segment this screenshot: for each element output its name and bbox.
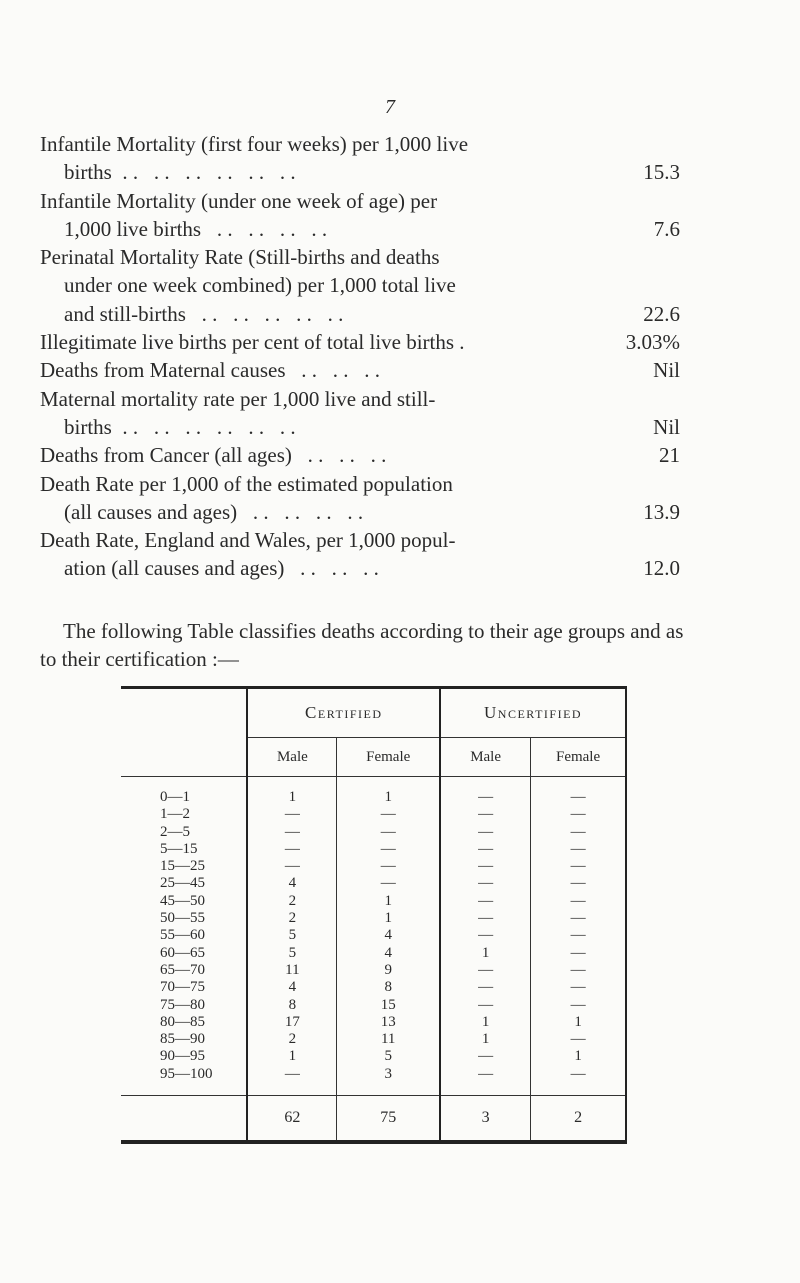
age-group-cell: 65—70: [121, 962, 247, 979]
certified-female-cell: —: [337, 841, 440, 858]
statistic-row: [40, 130, 680, 187]
statistic-label-line: Deaths from Maternal causes . . . . . .: [40, 358, 380, 383]
uncertified-female-cell: —: [531, 997, 626, 1014]
statistic-label: [40, 187, 620, 244]
certified-female-cell: —: [337, 875, 440, 892]
table-row: [121, 1048, 626, 1065]
uncertified-male-cell: 1: [440, 1031, 531, 1048]
table-row: [121, 841, 626, 858]
certified-female-cell: 1: [337, 910, 440, 927]
statistic-row: [40, 328, 680, 356]
age-group-cell: 15—25: [121, 858, 247, 875]
uncertified-female-cell: —: [531, 858, 626, 875]
statistic-label-line: Perinatal Mortality Rate (Still-births and deaths: [40, 245, 440, 270]
certified-female-cell: 4: [337, 927, 440, 944]
uncertified-male-cell: —: [440, 979, 531, 996]
certified-male-cell: 5: [288, 944, 297, 961]
age-group-header: [121, 688, 247, 738]
certified-female-cell: 5: [337, 1048, 440, 1065]
certified-male-cell: 8: [288, 996, 297, 1013]
table-row: [121, 1066, 626, 1083]
certified-male-header: Male: [247, 738, 336, 777]
uncertified-male-cell: —: [440, 893, 531, 910]
table-row: [121, 1014, 626, 1031]
age-group-cell: 25—45: [121, 875, 247, 892]
certified-female-cell: 1: [337, 789, 440, 806]
certified-male-cell: 2: [288, 910, 297, 927]
uncertified-female-cell: —: [531, 910, 626, 927]
uncertified-male-cell: —: [440, 962, 531, 979]
statistic-label-line: under one week combined) per 1,000 total live: [64, 273, 456, 298]
statistic-label: [40, 243, 620, 328]
statistic-value: 21: [659, 443, 680, 468]
certified-female-cell: 1: [337, 893, 440, 910]
table-row: [121, 979, 626, 996]
table-row: [121, 893, 626, 910]
statistic-label-line: 1,000 live births . . . . . . . .: [64, 216, 328, 241]
certified-header: Certified: [305, 703, 383, 722]
certified-male-cell: 5: [288, 927, 297, 944]
table-row: [121, 1031, 626, 1048]
certification-table: [121, 686, 627, 1144]
age-group-cell: 2—5: [121, 824, 247, 841]
uncertified-female-cell: —: [531, 824, 626, 841]
statistic-value: 3.03%: [625, 330, 680, 355]
statistic-row: [40, 243, 680, 328]
statistic-label-line: Maternal mortality rate per 1,000 live and still-: [40, 386, 436, 411]
statistic-value: 13.9: [643, 499, 680, 524]
statistic-label: [40, 441, 620, 469]
statistic-label-line: Infantile Mortality (under one week of age) per: [40, 188, 438, 213]
uncertified-male-cell: —: [440, 875, 531, 892]
statistic-label-line: Death Rate per 1,000 of the estimated population: [40, 471, 453, 496]
uncertified-male-cell: —: [440, 806, 531, 823]
statistic-label: [40, 130, 620, 187]
age-group-cell: 50—55: [121, 910, 247, 927]
table-row: [121, 927, 626, 944]
certified-female-cell: 11: [337, 1031, 440, 1048]
uncertified-female-header: Female: [531, 738, 626, 777]
age-group-cell: 90—95: [121, 1048, 247, 1065]
statistic-label-line: and still-births . . . . . . . . . .: [64, 301, 344, 326]
table-intro: The following Table classifies deaths according to their age groups and as to their certification :—: [40, 619, 684, 671]
certified-male-cell: —: [284, 806, 300, 823]
certified-male-cell: —: [284, 840, 300, 857]
certified-female-cell: —: [337, 858, 440, 875]
certified-male-cell: —: [284, 823, 300, 840]
uncertified-female-cell: 1: [531, 1048, 626, 1065]
statistic-row: [40, 526, 680, 583]
totals-row: [121, 1096, 626, 1143]
statistic-label: [40, 356, 620, 384]
certified-female-cell: 8: [337, 979, 440, 996]
uncertified-female-cell: —: [531, 979, 626, 996]
table-row: [121, 824, 626, 841]
age-group-cell: 5—15: [121, 841, 247, 858]
uncertified-male-cell: —: [440, 824, 531, 841]
uncertified-header: Uncertified: [440, 688, 626, 738]
uncertified-female-cell: —: [531, 1031, 626, 1048]
certified-male-cell: 1: [288, 1048, 297, 1065]
statistic-row: [40, 187, 680, 244]
certified-female-cell: 13: [337, 1014, 440, 1031]
uncertified-female-cell: —: [531, 1066, 626, 1083]
statistic-label: [40, 526, 620, 583]
certified-male-cell: 2: [288, 892, 297, 909]
uncertified-male-cell: —: [440, 927, 531, 944]
statistic-label-line: births . . . . . . . . . . . .: [64, 160, 296, 185]
statistic-value: 15.3: [643, 160, 680, 185]
certified-male-cell: —: [284, 858, 300, 875]
uncertified-male-cell: —: [440, 841, 531, 858]
certified-female-cell: —: [337, 824, 440, 841]
table-row: [121, 806, 626, 823]
age-group-cell: 45—50: [121, 893, 247, 910]
certified-female-cell: 3: [337, 1066, 440, 1083]
uncertified-female-cell: —: [531, 927, 626, 944]
total-certified-female: 75: [337, 1096, 440, 1143]
statistic-row: [40, 441, 680, 469]
certified-male-cell: —: [284, 1065, 300, 1082]
age-group-cell: 95—100: [121, 1066, 247, 1083]
certified-male-cell: 11: [285, 961, 300, 978]
uncertified-female-cell: —: [531, 893, 626, 910]
uncertified-male-cell: —: [440, 1048, 531, 1065]
age-group-cell: 60—65: [121, 945, 247, 962]
certified-female-header: Female: [337, 738, 440, 777]
statistic-row: [40, 385, 680, 442]
statistic-value: 7.6: [653, 216, 680, 241]
statistic-value: Nil: [653, 414, 680, 439]
total-uncertified-male: 3: [440, 1096, 531, 1143]
statistic-label-line: Infantile Mortality (first four weeks) per 1,000 live: [40, 132, 469, 156]
certified-female-cell: —: [337, 806, 440, 823]
table-row: [121, 858, 626, 875]
statistic-value: 22.6: [643, 301, 680, 326]
certified-female-cell: 15: [337, 997, 440, 1014]
uncertified-female-cell: —: [531, 789, 626, 806]
certified-female-cell: 9: [337, 962, 440, 979]
age-group-cell: 85—90: [121, 1031, 247, 1048]
table-row: [121, 997, 626, 1014]
uncertified-male-cell: —: [440, 910, 531, 927]
uncertified-female-cell: 1: [531, 1014, 626, 1031]
uncertified-male-cell: 1: [440, 945, 531, 962]
age-group-cell: 75—80: [121, 997, 247, 1014]
table-row: [121, 962, 626, 979]
age-group-cell: 0—1: [121, 789, 247, 806]
statistic-row: [40, 470, 680, 527]
age-group-cell: 80—85: [121, 1014, 247, 1031]
statistic-label-line: Illegitimate live births per cent of total live births .: [40, 330, 465, 355]
age-group-cell: 70—75: [121, 979, 247, 996]
certified-male-cell: 4: [288, 875, 297, 892]
uncertified-female-cell: —: [531, 806, 626, 823]
certified-male-cell: 1: [288, 789, 297, 805]
total-certified-male: 62: [247, 1096, 336, 1143]
statistic-label-line: births . . . . . . . . . . . .: [64, 414, 296, 439]
table-row: [121, 945, 626, 962]
statistic-label: [40, 385, 620, 442]
uncertified-female-cell: —: [531, 962, 626, 979]
certified-female-cell: 4: [337, 945, 440, 962]
age-group-cell: 1—2: [121, 806, 247, 823]
statistic-label-line: Deaths from Cancer (all ages) . . . . . .: [40, 443, 387, 468]
statistic-value: 12.0: [643, 556, 680, 581]
statistic-row: [40, 356, 680, 384]
uncertified-male-cell: —: [440, 858, 531, 875]
certified-male-cell: 2: [288, 1031, 297, 1048]
uncertified-male-cell: —: [440, 997, 531, 1014]
total-uncertified-female: 2: [531, 1096, 626, 1143]
table-row: [121, 789, 626, 806]
uncertified-male-cell: —: [440, 789, 531, 806]
statistic-label: [40, 328, 620, 356]
statistic-label-line: Death Rate, England and Wales, per 1,000 popul-: [40, 528, 456, 553]
uncertified-female-cell: —: [531, 875, 626, 892]
statistics-list: [40, 130, 680, 583]
uncertified-male-cell: —: [440, 1066, 531, 1083]
uncertified-female-cell: —: [531, 945, 626, 962]
statistic-value: Nil: [653, 358, 680, 383]
age-group-cell: 55—60: [121, 927, 247, 944]
page-number: 7: [385, 96, 395, 118]
certified-male-cell: 4: [288, 979, 297, 996]
statistic-label-line: (all causes and ages) . . . . . . . .: [64, 499, 364, 524]
uncertified-female-cell: —: [531, 841, 626, 858]
statistic-label-line: ation (all causes and ages) . . . . . .: [64, 556, 379, 581]
table-row: [121, 910, 626, 927]
certified-male-cell: 17: [284, 1013, 300, 1030]
uncertified-male-header: Male: [440, 738, 531, 777]
statistic-label: [40, 470, 620, 527]
uncertified-male-cell: 1: [440, 1014, 531, 1031]
table-row: [121, 875, 626, 892]
